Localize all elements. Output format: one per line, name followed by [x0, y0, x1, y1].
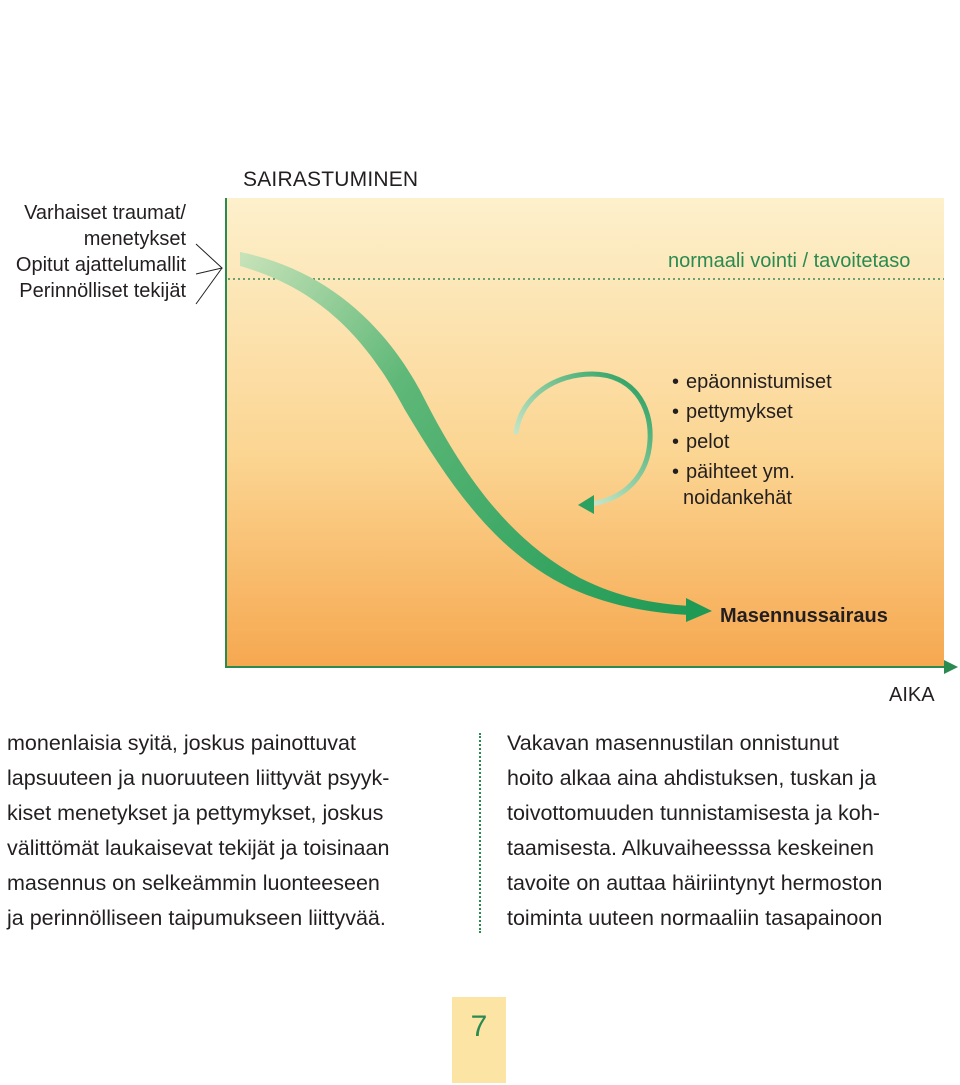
factor-text: pettymykset	[686, 401, 793, 423]
paragraph-line: ja perinnölliseen taipumukseen liittyvää.	[7, 906, 386, 930]
left-paragraph	[7, 726, 389, 936]
factor-text: pelot	[686, 431, 730, 453]
paragraph-line: masennus on selkeämmin luonteeseen	[7, 871, 380, 895]
time-axis-arrow-icon	[944, 660, 958, 674]
cause-line: Varhaiset traumat/	[24, 202, 186, 224]
paragraph-line: monenlaisia syitä, joskus painottuvat	[7, 731, 356, 755]
factor-item	[672, 427, 832, 457]
normal-level-label: normaali vointi / tavoitetaso	[668, 250, 911, 272]
page-number-box	[452, 997, 506, 1083]
factor-item	[672, 367, 832, 397]
bullet-icon: •	[672, 461, 680, 483]
paragraph-line: toivottomuuden tunnistamisesta ja koh-	[507, 801, 880, 825]
right-paragraph	[507, 726, 882, 936]
paragraph-line: taamisesta. Alkuvaiheesssa keskeinen	[507, 836, 874, 860]
factor-text: päihteet ym.	[686, 461, 795, 483]
factor-item	[672, 457, 832, 487]
paragraph-line: tavoite on auttaa häiriintynyt hermoston	[507, 871, 883, 895]
paragraph-line: toiminta uuteen normaaliin tasapainoon	[507, 906, 883, 930]
paragraph-line: Vakavan masennustilan onnistunut	[507, 731, 839, 755]
paragraph-line: välittömät laukaisevat tekijät ja toisinaan	[7, 836, 390, 860]
cause-line: menetykset	[83, 228, 186, 250]
paragraph-line: lapsuuteen ja nuoruuteen liittyvät psyyk-	[7, 766, 390, 790]
vicious-circles-label: noidankehät	[683, 487, 792, 509]
outcome-label: Masennussairaus	[720, 605, 888, 627]
cause-line: Opitut ajattelumallit	[15, 254, 186, 276]
factor-list	[672, 367, 832, 487]
illness-label: SAIRASTUMINEN	[243, 168, 419, 191]
cause-connector-lines	[196, 244, 222, 274]
time-axis-label: AIKA	[889, 684, 935, 706]
paragraph-line: hoito alkaa aina ahdistuksen, tuskan ja	[507, 766, 877, 790]
bullet-icon: •	[672, 371, 680, 393]
cause-list	[0, 200, 186, 304]
factor-item	[672, 397, 832, 427]
bullet-icon: •	[672, 431, 680, 453]
factor-text: epäonnistumiset	[686, 371, 832, 393]
bullet-icon: •	[672, 401, 680, 423]
column-divider	[479, 733, 481, 933]
cause-line: Perinnölliset tekijät	[19, 280, 186, 302]
page-number: 7	[470, 1010, 488, 1043]
paragraph-line: kiset menetykset ja pettymykset, joskus	[7, 801, 384, 825]
